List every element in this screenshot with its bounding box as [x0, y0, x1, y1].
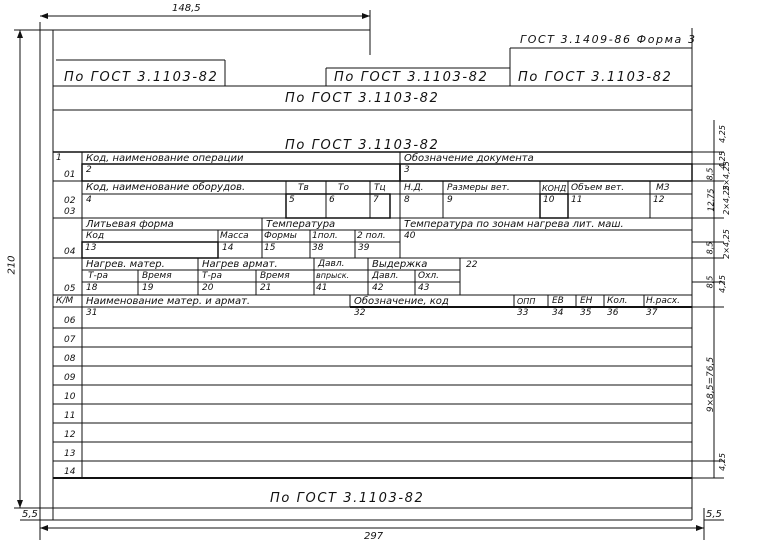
- label-ev: ЕВ: [552, 296, 564, 306]
- row-code: 02: [64, 196, 76, 206]
- field-num: 2: [86, 165, 92, 175]
- form-standard: ГОСТ 3.1409-86 Форма 3: [520, 33, 697, 46]
- label-t-ra: Т-ра: [202, 271, 222, 281]
- field-num: 41: [316, 283, 328, 293]
- label-temp-zones: Температура по зонам нагрева лит. маш.: [404, 219, 624, 230]
- row-code: К/М: [56, 296, 74, 306]
- label-tv: Тв: [298, 183, 309, 193]
- label-equipment: Код, наименование оборудов.: [86, 182, 246, 193]
- field-num: 13: [85, 243, 97, 253]
- field-num: 15: [264, 243, 276, 253]
- label-time: Время: [260, 271, 290, 281]
- field-num: 39: [358, 243, 370, 253]
- row-code: 13: [64, 449, 76, 459]
- field-num: 11: [571, 195, 583, 205]
- label-temp: Температура: [266, 219, 336, 230]
- label-op-code-name: Код, наименование операции: [86, 153, 244, 164]
- field-num: 31: [86, 308, 98, 318]
- row-code: 11: [64, 411, 76, 421]
- field-num: 20: [202, 283, 214, 293]
- row-code: 08: [64, 354, 76, 364]
- label-mat-name: Наименование матер. и армат.: [86, 296, 251, 307]
- field-num: 7: [373, 195, 379, 205]
- field-num: 34: [552, 308, 564, 318]
- row-code: 07: [64, 335, 76, 345]
- dim-r9: 8,5: [705, 275, 715, 289]
- ref-right: По ГОСТ 3.1103-82: [518, 70, 673, 85]
- label-heat-arm: Нагрев армат.: [202, 259, 278, 270]
- label-hold-press: Давл.: [372, 271, 399, 281]
- dim-height: 210: [6, 255, 18, 275]
- field-num: 21: [260, 283, 272, 293]
- label-volume: Объем вет.: [571, 183, 625, 193]
- field-num: 42: [372, 283, 384, 293]
- field-num: 22: [466, 260, 478, 270]
- dim-r5: 12,75: [706, 188, 716, 212]
- label-opp: ОПП: [517, 297, 536, 306]
- dim-r1: 4,25: [717, 125, 727, 143]
- field-num: 38: [312, 243, 324, 253]
- label-tc: Тц: [374, 183, 386, 193]
- label-en: ЕН: [580, 296, 593, 306]
- label-forms: Формы: [264, 231, 297, 241]
- row-code: 10: [64, 392, 76, 402]
- row-code: 06: [64, 316, 76, 326]
- field-num: 19: [142, 283, 154, 293]
- field-num: 8: [404, 195, 410, 205]
- ref-bottom: По ГОСТ 3.1103-82: [270, 491, 425, 506]
- label-press: Давл.: [318, 259, 345, 269]
- field-num: 18: [86, 283, 98, 293]
- field-num: 6: [329, 195, 335, 205]
- label-code: Код: [86, 231, 105, 241]
- label-inject: впрыск.: [316, 271, 350, 280]
- field-num: 32: [354, 308, 366, 318]
- ref-middle: По ГОСТ 3.1103-82: [334, 70, 489, 85]
- label-time: Время: [142, 271, 172, 281]
- label-heat-mat: Нагрев. матер.: [86, 259, 165, 270]
- dim-r4: 2×4,25: [721, 161, 731, 191]
- field-num: 40: [404, 231, 416, 241]
- field-num: 12: [653, 195, 665, 205]
- label-mass: Масса: [220, 231, 249, 241]
- row-code: 09: [64, 373, 76, 383]
- ref-left: По ГОСТ 3.1103-82: [64, 70, 219, 85]
- row-code: 01: [64, 170, 76, 180]
- label-kol: Кол.: [607, 296, 628, 306]
- field-num: 37: [646, 308, 658, 318]
- label-mz: МЗ: [656, 183, 670, 193]
- field-num: 33: [517, 308, 529, 318]
- label-kond: КОНД: [542, 184, 567, 193]
- row-code: 12: [64, 430, 76, 440]
- label-nd: Н.Д.: [404, 183, 424, 193]
- label-cool: Охл.: [418, 271, 440, 281]
- row-code: 1: [56, 153, 62, 163]
- dim-margin-left: 5,5: [22, 509, 38, 520]
- label-hold: Выдержка: [372, 259, 428, 270]
- label-t-ra: Т-ра: [88, 271, 108, 281]
- field-num: 14: [222, 243, 234, 253]
- field-num: 43: [418, 283, 430, 293]
- row-code: 05: [64, 284, 76, 294]
- field-num: 3: [404, 165, 410, 175]
- dim-r10: 4,25: [717, 275, 727, 293]
- ref-row: По ГОСТ 3.1103-82: [285, 91, 440, 106]
- label-sizes: Размеры вет.: [447, 183, 510, 193]
- field-num: 35: [580, 308, 592, 318]
- row-code: 04: [64, 247, 76, 257]
- dim-r6: 2×4,25: [721, 185, 731, 215]
- dim-r8: 2×4,25: [721, 229, 731, 259]
- dim-margin-right: 5,5: [706, 509, 722, 520]
- label-doc-designation: Обозначение документа: [404, 153, 534, 164]
- field-num: 5: [289, 195, 295, 205]
- dim-r11: 4,25: [717, 453, 727, 471]
- field-num: 10: [543, 195, 555, 205]
- field-num: 4: [86, 195, 92, 205]
- label-half2: 2 пол.: [357, 231, 386, 241]
- row-code: 14: [64, 467, 76, 477]
- dim-r2: 4,25: [717, 151, 727, 169]
- label-mat-code: Обозначение, код: [354, 296, 449, 307]
- dim-r3: 8,5: [705, 167, 715, 181]
- row-code: 03: [64, 207, 76, 217]
- dim-r7: 8,5: [705, 241, 715, 255]
- ref-table: По ГОСТ 3.1103-82: [285, 138, 440, 153]
- label-half1: 1пол.: [312, 231, 338, 241]
- field-num: 9: [447, 195, 453, 205]
- label-to: То: [338, 183, 350, 193]
- field-num: 36: [607, 308, 619, 318]
- dim-top-width: 148,5: [172, 3, 201, 14]
- label-nrash: Н.расх.: [646, 296, 680, 306]
- dim-bottom-width: 297: [364, 531, 384, 542]
- label-mold: Литьевая форма: [86, 219, 174, 230]
- dim-rows: 9×8,5=76,5: [706, 356, 717, 413]
